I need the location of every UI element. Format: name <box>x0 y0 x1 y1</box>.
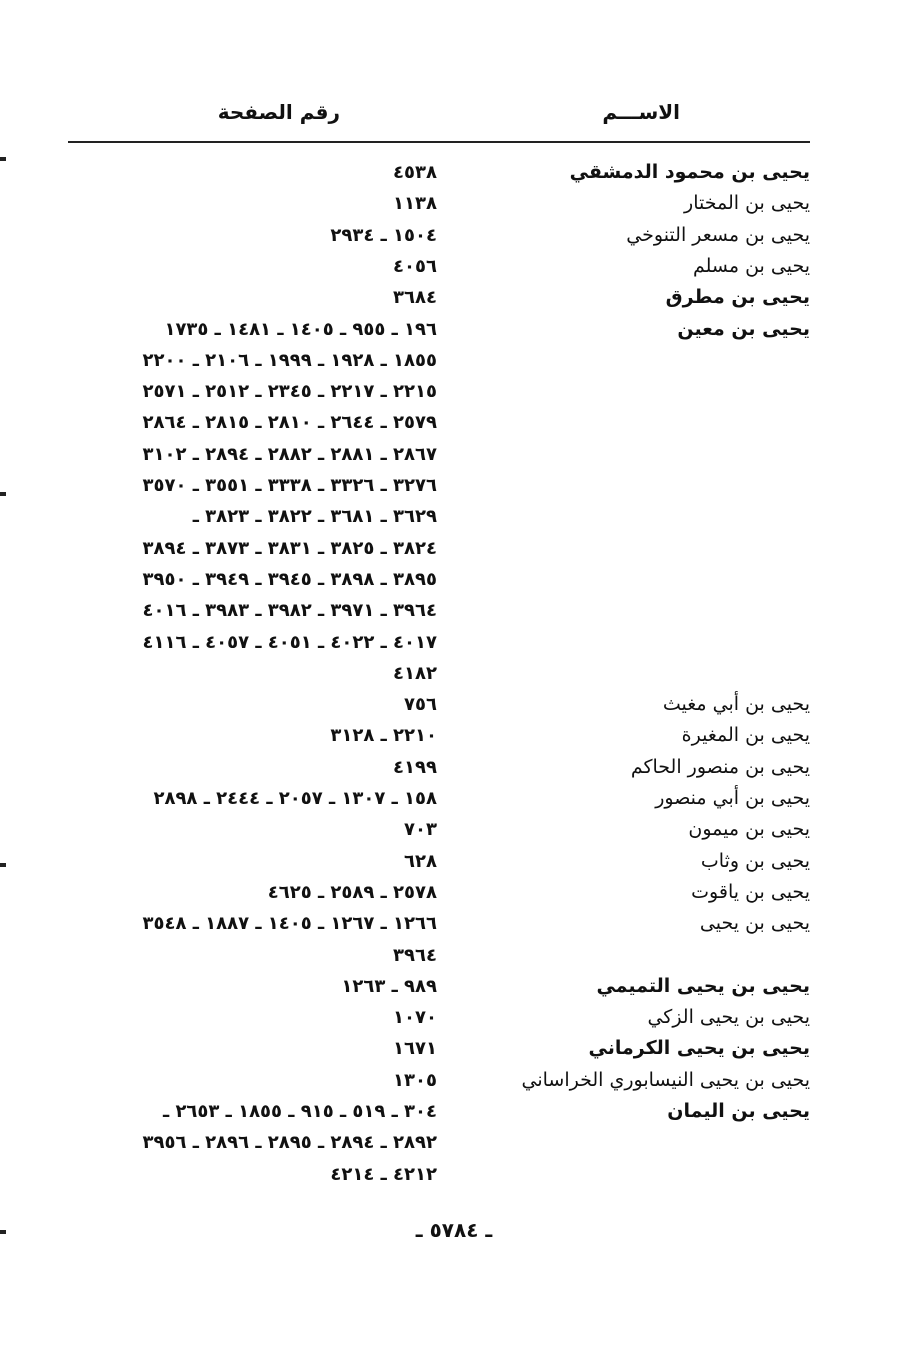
index-row <box>0 595 908 626</box>
index-row <box>0 846 908 877</box>
entry-page-numbers: ١٢٦٦ ـ ١٢٦٧ ـ ١٤٠٥ ـ ١٨٨٧ ـ ٣٥٤٨ <box>142 913 437 935</box>
margin-mark <box>0 863 6 867</box>
header-divider <box>68 141 810 143</box>
entry-page-numbers: ١٠٧٠ <box>393 1007 437 1029</box>
index-row <box>0 1127 908 1158</box>
entry-page-numbers: ٤٢١٢ ـ ٤٢١٤ <box>330 1163 437 1185</box>
margin-mark <box>0 492 6 496</box>
index-row <box>0 783 908 814</box>
index-row <box>0 752 908 783</box>
entry-name: يحيى بن مسلم <box>692 254 810 277</box>
entry-name: يحيى بن منصور الحاكم <box>630 755 810 778</box>
index-row <box>0 157 908 188</box>
index-row <box>0 282 908 313</box>
entry-name: يحيى بن وثاب <box>700 849 810 872</box>
entry-page-numbers: ٣٦٨٤ <box>393 287 437 309</box>
index-row <box>0 220 908 251</box>
entry-page-numbers: ١٥٠٤ ـ ٢٩٣٤ <box>330 224 437 246</box>
entry-page-numbers: ٢٢١٠ ـ ٣١٢٨ <box>330 725 437 747</box>
entry-page-numbers: ١٨٥٥ ـ ١٩٢٨ ـ ١٩٩٩ ـ ٢١٠٦ ـ ٢٢٠٠ <box>142 349 437 371</box>
entry-name: يحيى بن مسعر التنوخي <box>626 223 810 246</box>
index-row <box>0 376 908 407</box>
index-row <box>0 971 908 1002</box>
entry-page-numbers: ١٥٨ ـ ١٣٠٧ ـ ٢٠٥٧ ـ ٢٤٤٤ ـ ٢٨٩٨ <box>153 788 437 809</box>
entry-name: يحيى بن أبي منصور <box>655 787 810 809</box>
entry-name: يحيى بن المختار <box>684 192 810 215</box>
entry-page-numbers: ١٣٠٥ <box>393 1069 437 1091</box>
entry-name: يحيى بن اليمان <box>667 1100 810 1122</box>
entry-page-numbers: ٢٨٩٢ ـ ٢٨٩٤ ـ ٢٨٩٥ ـ ٢٨٩٦ ـ ٣٩٥٦ <box>142 1132 437 1154</box>
entry-page-numbers: ٤٥٣٨ <box>393 162 437 183</box>
entry-page-numbers: ٦٢٨ <box>404 850 437 872</box>
entry-name: يحيى بن ياقوت <box>691 880 810 903</box>
index-row <box>0 627 908 658</box>
entry-name: يحيى بن يحيى الزكي <box>647 1006 810 1029</box>
index-row <box>0 407 908 438</box>
entry-page-numbers: ٣٦٢٩ ـ ٣٦٨١ ـ ٣٨٢٢ ـ ٣٨٢٣ ـ <box>192 506 437 528</box>
index-row <box>0 908 908 939</box>
index-row <box>0 345 908 376</box>
index-row <box>0 1159 908 1190</box>
entry-page-numbers: ٩٨٩ ـ ١٢٦٣ <box>341 975 437 997</box>
entry-page-numbers: ١٩٦ ـ ٩٥٥ ـ ١٤٠٥ ـ ١٤٨١ ـ ١٧٣٥ <box>164 318 437 340</box>
index-row <box>0 689 908 720</box>
entry-name: يحيى بن مطرق <box>665 286 810 309</box>
entry-page-numbers: ٤١٨٢ <box>393 662 437 684</box>
entry-page-numbers: ٢٥٧٩ ـ ٢٦٤٤ ـ ٢٨١٠ ـ ٢٨١٥ ـ ٢٨٦٤ <box>142 412 437 434</box>
page-number-column-header: رقم الصفحة <box>217 100 340 124</box>
entry-page-numbers: ١٦٧١ <box>393 1038 437 1060</box>
index-row <box>0 251 908 282</box>
entry-name: يحيى بن يحيى التميمي <box>596 974 810 997</box>
index-row <box>0 940 908 971</box>
margin-mark <box>0 1230 6 1234</box>
entry-name: يحيى بن المغيرة <box>681 724 810 747</box>
index-row <box>0 1002 908 1033</box>
entry-page-numbers: ٤١٩٩ <box>393 756 437 778</box>
entry-page-numbers: ٤٠١٧ ـ ٤٠٢٢ ـ ٤٠٥١ ـ ٤٠٥٧ ـ ٤١١٦ <box>142 631 437 653</box>
entry-page-numbers: ٣٩٦٤ <box>393 944 437 966</box>
index-row <box>0 658 908 689</box>
name-column-header: الاســـم <box>602 100 680 124</box>
index-row <box>0 314 908 345</box>
index-row <box>0 439 908 470</box>
entry-name: يحيى بن يحيى <box>699 912 810 935</box>
entry-name: يحيى بن محمود الدمشقي <box>569 161 810 183</box>
entry-page-numbers: ٣٨٩٥ ـ ٣٨٩٨ ـ ٣٩٤٥ ـ ٣٩٤٩ ـ ٣٩٥٠ <box>142 568 437 590</box>
index-row <box>0 814 908 845</box>
index-row <box>0 470 908 501</box>
index-row <box>0 1096 908 1127</box>
margin-mark <box>0 157 6 161</box>
entry-name: يحيى بن أبي مغيث <box>662 693 810 716</box>
entry-page-numbers: ٤٠٥٦ <box>393 255 437 277</box>
page-folio: ـ ٥٧٨٤ ـ <box>415 1218 493 1242</box>
index-row <box>0 1065 908 1096</box>
entry-name: يحيى بن معين <box>677 317 810 340</box>
entry-name: يحيى بن ميمون <box>688 818 810 841</box>
entry-page-numbers: ١١٣٨ <box>393 193 437 215</box>
entry-page-numbers: ٣٩٦٤ ـ ٣٩٧١ ـ ٣٩٨٢ ـ ٣٩٨٣ ـ ٤٠١٦ <box>142 600 437 622</box>
entry-page-numbers: ٣٢٧٦ ـ ٣٣٢٦ ـ ٣٣٣٨ ـ ٣٥٥١ ـ ٣٥٧٠ <box>142 475 437 496</box>
entry-name: يحيى بن يحيى النيسابوري الخراساني <box>521 1068 810 1091</box>
entry-page-numbers: ٢٥٧٨ ـ ٢٥٨٩ ـ ٤٦٢٥ <box>267 881 437 903</box>
entry-page-numbers: ٢٨٦٧ ـ ٢٨٨١ ـ ٢٨٨٢ ـ ٢٨٩٤ ـ ٣١٠٢ <box>142 443 437 465</box>
index-row <box>0 188 908 219</box>
entry-page-numbers: ٧٥٦ <box>404 694 437 716</box>
entry-page-numbers: ٣٠٤ ـ ٥١٩ ـ ٩١٥ ـ ١٨٥٥ ـ ٢٦٥٣ ـ <box>163 1101 437 1122</box>
index-row <box>0 564 908 595</box>
entry-name: يحيى بن يحيى الكرماني <box>588 1037 810 1060</box>
entry-page-numbers: ٧٠٣ <box>404 819 437 841</box>
index-row <box>0 1033 908 1064</box>
entry-page-numbers: ٢٢١٥ ـ ٢٢١٧ ـ ٢٣٤٥ ـ ٢٥١٢ ـ ٢٥٧١ <box>142 381 437 403</box>
index-row <box>0 501 908 532</box>
index-row <box>0 877 908 908</box>
index-row <box>0 720 908 751</box>
index-row <box>0 533 908 564</box>
entry-page-numbers: ٣٨٢٤ ـ ٣٨٢٥ ـ ٣٨٣١ ـ ٣٨٧٣ ـ ٣٨٩٤ <box>142 537 437 559</box>
